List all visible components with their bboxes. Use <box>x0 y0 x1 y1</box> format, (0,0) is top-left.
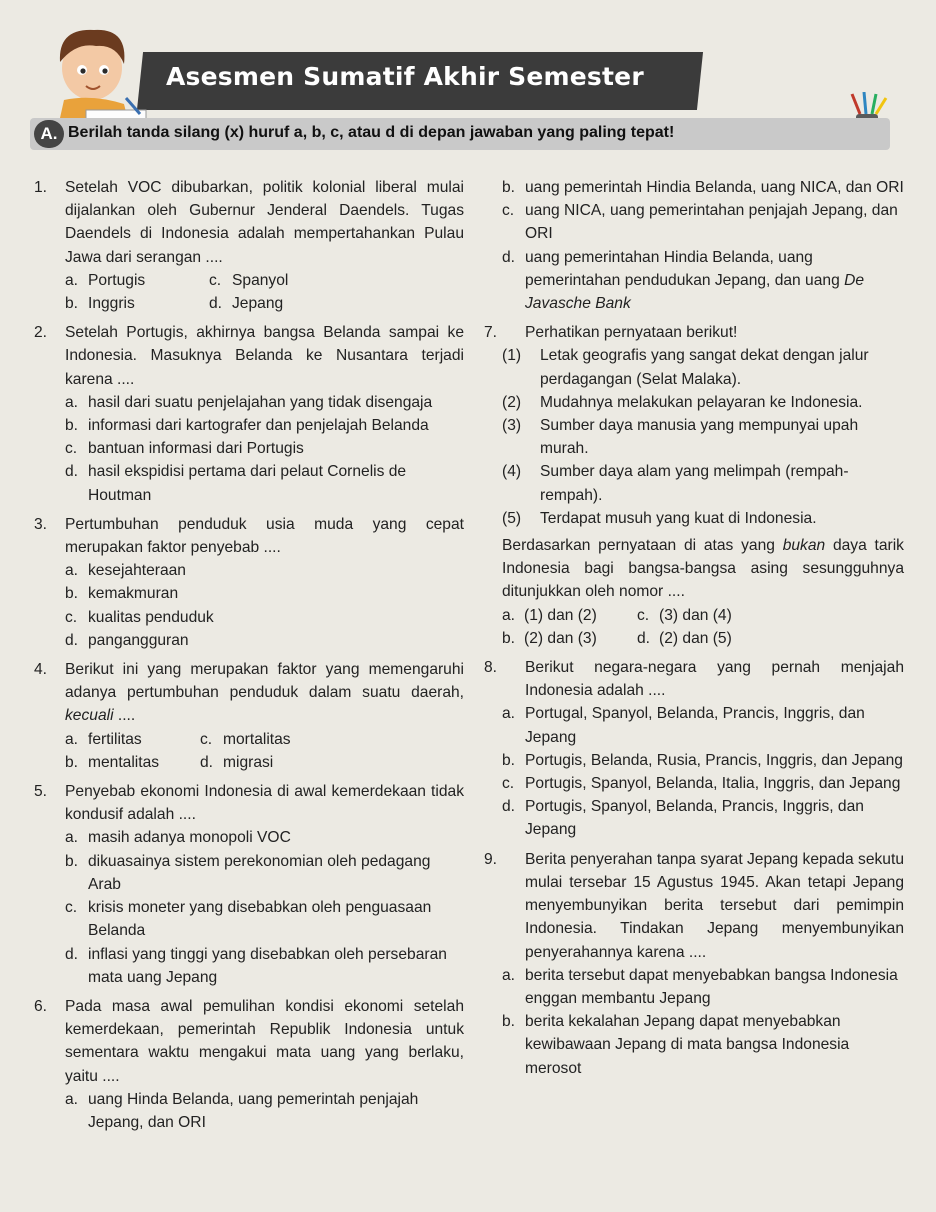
option-d[interactable]: d. hasil ekspidisi pertama dari pelaut Cornelis de Houtman <box>65 463 407 504</box>
question-4 <box>34 658 464 774</box>
question-text: Perhatikan pernyataan berikut! <box>525 324 738 342</box>
option-d[interactable]: d. Jepang <box>209 295 284 313</box>
option-c[interactable]: c. mortalitas <box>200 730 291 748</box>
statement-5: (5) Terdapat musuh yang kuat di Indonesia. <box>502 509 817 527</box>
option-c[interactable]: c. krisis moneter yang disebabkan oleh penguasaan Belanda <box>65 899 432 940</box>
option-b[interactable]: b. uang pemerintah Hindia Belanda, uang NICA, dan ORI <box>502 179 904 196</box>
option-b[interactable]: b. informasi dari kartografer dan penjelajah Belanda <box>65 417 429 435</box>
question-7 <box>484 321 904 344</box>
option-row <box>65 728 464 751</box>
option-d[interactable]: d. (2) dan (5) <box>637 629 732 647</box>
option-b[interactable]: b. Inggris <box>65 295 135 313</box>
statement-1: (1) Letak geografis yang sangat dekat dengan jalur perdagangan (Selat Malaka). <box>502 347 869 388</box>
section-instruction: Berilah tanda silang (x) huruf a, b, c, atau d di depan jawaban yang paling tepat! <box>68 124 675 141</box>
option-d[interactable]: d. inflasi yang tinggi yang disebabkan oleh persebaran mata uang Jepang <box>65 945 447 986</box>
question-number: 1. <box>34 179 48 196</box>
question-stem: Berdasarkan pernyataan di atas yang bukan daya tarik Indonesia bagi bangsa-bangsa asing sesungguhnya ditunjukkan oleh nomor .... <box>502 537 904 601</box>
option-row <box>65 292 464 315</box>
question-number: 7. <box>484 324 498 342</box>
question-number: 6. <box>34 997 48 1015</box>
question-text: Pertumbuhan penduduk usia muda yang cepat merupakan faktor penyebab .... <box>65 515 464 557</box>
option-c[interactable]: c. uang NICA, uang pemerintahan penjajah Jepang, dan ORI <box>502 202 898 243</box>
option-a[interactable]: a. (1) dan (2) <box>502 606 597 624</box>
question-6 <box>34 995 464 1088</box>
option-row <box>484 604 904 627</box>
option-row <box>65 751 464 774</box>
option-b[interactable]: b. Portugis, Belanda, Rusia, Prancis, Inggris, dan Jepang <box>502 751 903 769</box>
option-row <box>484 627 904 650</box>
question-5 <box>34 780 464 826</box>
option-b[interactable]: b. mentalitas <box>65 753 160 771</box>
question-number: 8. <box>484 659 498 677</box>
page-title: Asesmen Sumatif Akhir Semester <box>166 62 644 91</box>
question-2 <box>34 321 464 391</box>
question-number: 2. <box>34 324 48 342</box>
option-c[interactable]: c. Spanyol <box>209 271 289 289</box>
statement-4: (4) Sumber daya alam yang melimpah (rempah-rempah). <box>502 463 849 504</box>
option-row <box>65 269 464 292</box>
question-text: Berikut ini yang merupakan faktor yang memengaruhi adanya pertumbuhan penduduk dalam suatu daerah, kecuali .... <box>65 661 464 725</box>
left-column <box>34 176 464 1134</box>
option-c[interactable]: c. Portugis, Spanyol, Belanda, Italia, Inggris, dan Jepang <box>502 775 901 793</box>
option-c[interactable]: c. bantuan informasi dari Portugis <box>65 440 304 458</box>
option-a[interactable]: a. fertilitas <box>65 730 142 748</box>
option-a[interactable]: a. Portugal, Spanyol, Belanda, Prancis, Inggris, dan Jepang <box>502 705 865 746</box>
question-text: Berikut negara-negara yang pernah menjajah Indonesia adalah .... <box>525 659 904 700</box>
question-number: 3. <box>34 515 48 533</box>
option-c[interactable]: c. (3) dan (4) <box>637 606 732 624</box>
option-a[interactable]: a. kesejahteraan <box>65 562 186 580</box>
question-text: Setelah Portugis, akhirnya bangsa Belanda sampai ke Indonesia. Masuknya Belanda ke Nusantara terjadi karena .... <box>65 324 464 388</box>
question-text: Pada masa awal pemulihan kondisi ekonomi setelah kemerdekaan, pemerintah Republik Indonesia untuk sementara waktu mengakui mata uang yang berlaku, yaitu .... <box>65 997 464 1085</box>
question-number: 9. <box>484 850 498 868</box>
question-number: 5. <box>34 783 48 801</box>
statement-3: (3) Sumber daya manusia yang mempunyai upah murah. <box>502 417 859 458</box>
option-d[interactable]: d. uang pemerintahan Hindia Belanda, uang pemerintahan pendudukan Jepang, dan uang De Javasche Bank <box>502 248 865 313</box>
option-d[interactable]: d. Portugis, Spanyol, Belanda, Prancis, Inggris, dan Jepang <box>502 798 864 839</box>
section-letter-badge: A. <box>34 120 64 148</box>
question-text: Setelah VOC dibubarkan, politik kolonial liberal mulai dijalankan oleh Gubernur Jenderal Daendels. Tugas Daendels di Indonesia adalah mempertahankan Pulau Jawa dari serangan .... <box>65 179 464 266</box>
question-text: Berita penyerahan tanpa syarat Jepang kepada sekutu mulai tersebar 15 Agustus 1945. Akan tetapi Jepang menyembunyikan berita tersebut dari pemimpin Indonesia. Tindakan Jepang menyembunyikan penyerahannya karena .... <box>525 850 904 961</box>
statement-2: (2) Mudahnya melakukan pelayaran ke Indonesia. <box>502 393 863 411</box>
question-1 <box>34 176 464 315</box>
option-a[interactable]: a. uang Hinda Belanda, uang pemerintah penjajah Jepang, dan ORI <box>65 1090 419 1131</box>
right-column <box>484 176 904 1080</box>
option-d[interactable]: d. pangangguran <box>65 631 189 649</box>
option-a[interactable]: a. hasil dari suatu penjelajahan yang tidak disengaja <box>65 393 433 411</box>
question-number: 4. <box>34 661 48 679</box>
option-a[interactable]: a. berita tersebut dapat menyebabkan bangsa Indonesia enggan membantu Jepang <box>502 966 898 1007</box>
option-b[interactable]: b. (2) dan (3) <box>502 629 597 647</box>
option-b[interactable]: b. dikuasainya sistem perekonomian oleh pedagang Arab <box>65 852 431 893</box>
option-a[interactable]: a. Portugis <box>65 271 146 289</box>
question-8 <box>484 656 904 702</box>
option-a[interactable]: a. masih adanya monopoli VOC <box>65 829 291 847</box>
question-text: Penyebab ekonomi Indonesia di awal kemerdekaan tidak kondusif adalah .... <box>65 783 464 824</box>
option-b[interactable]: b. berita kekalahan Jepang dapat menyebabkan kewibawaan Jepang di mata bangsa Indonesia merosot <box>502 1013 850 1077</box>
question-3 <box>34 513 464 559</box>
option-c[interactable]: c. kualitas penduduk <box>65 608 214 626</box>
option-b[interactable]: b. kemakmuran <box>65 585 179 603</box>
question-9 <box>484 848 904 964</box>
option-d[interactable]: d. migrasi <box>200 753 274 771</box>
